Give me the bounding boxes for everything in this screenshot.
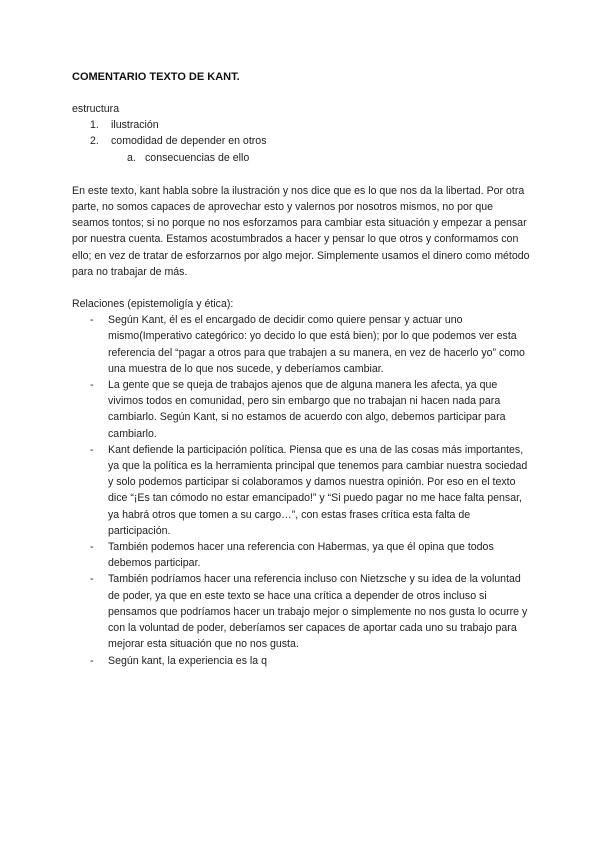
structure-subitem — [72, 150, 532, 166]
structure-item-number: 2. — [90, 135, 99, 148]
dash-bullet: - — [90, 573, 94, 586]
relation-text: La gente que se queja de trabajos ajenos que de alguna manera les afecta, ya que vivimos todos en comunidad, pero sin embargo que no trabajan ni hacen nada para cambiarlo. Según Kant, si no estamos de acuerdo con algo, debemos participar para cambiarlo. — [108, 379, 506, 440]
structure-sublist — [72, 150, 532, 166]
structure-heading: estructura — [72, 103, 120, 115]
document-page — [72, 70, 532, 669]
structure-item-text: comodidad de depender en otros — [111, 135, 267, 148]
relation-item — [72, 539, 532, 571]
relations-list — [72, 312, 532, 668]
relation-text: Kant defiende la participación política. Piensa que es una de las cosas más importantes, ya que la política es la herramienta principal que tenemos para cambiar nuestra sociedad y solo podemos participar si colaboramos y damos nuestra opinión. Por eso en el texto dice “¡Es tan cómodo no estar emancipado!” y “Si puedo pagar no me hace falta pensar, ya habrá otros que tomen a su cargo…”, con estas frases crítica esta falta de participación. — [108, 443, 528, 537]
dash-bullet: - — [90, 314, 94, 327]
structure-item-text: ilustración — [111, 119, 159, 132]
structure-subitem-text: consecuencias de ello — [145, 151, 250, 164]
relations-heading: Relaciones (epistemoligía y ética): — [72, 298, 234, 311]
structure-subitem-letter: a. — [127, 151, 136, 164]
relation-item — [72, 571, 532, 652]
relation-item — [72, 653, 532, 669]
dash-bullet: - — [90, 379, 94, 392]
structure-item-number: 1. — [90, 119, 99, 132]
relation-item — [72, 377, 532, 442]
relation-item — [72, 442, 532, 539]
dash-bullet: - — [90, 443, 94, 456]
relation-item — [72, 312, 532, 377]
structure-list — [72, 117, 532, 149]
summary-paragraph: En este texto, kant habla sobre la ilustración y nos dice que es lo que nos da la libertad. Por otra parte, no somos capaces de aprovechar esto y valernos por nosotros mismos, no por que seamos tontos; si no porque no nos esforzamos para cambiar esta situación y empezar a pensar por nuestra cuenta. Estamos acostumbrados a hacer y pensar lo que otros y conformamos con ello; en vez de tratar de esforzarnos por algo mejor. Simplemente usamos el dinero como método para no trabajar de más. — [72, 184, 530, 278]
structure-item — [72, 133, 532, 149]
dash-bullet: - — [90, 541, 94, 554]
dash-bullet: - — [90, 654, 94, 667]
relation-text: También podemos hacer una referencia con Habermas, ya que él opina que todos debemos participar. — [108, 541, 494, 570]
relation-text: También podríamos hacer una referencia incluso con Nietzsche y su idea de la voluntad de poder, ya que en este texto se hace una crítica a depender de otros incluso si pensamos que podríamos hacer un trabajo mejor o simplemente no nos gusta lo ocurre y con la voluntad de poder, deberíamos ser capaces de aportar cada uno su trabajo para mejorar esta situación que no nos gusta. — [108, 573, 528, 651]
document-title: COMENTARIO TEXTO DE KANT. — [72, 71, 240, 83]
relation-text: Según kant, la experiencia es la q — [108, 654, 268, 667]
structure-item — [72, 117, 532, 133]
relation-text: Según Kant, él es el encargado de decidir como quiere pensar y actuar uno mismo(Imperativo categórico: yo decido lo que está bien); por lo que podemos ver esta referencia del “pagar a otros para que trabajen a su manera, en vez de hacerlo yo” como una muestra de lo que nos sucede, y deberíamos cambiar. — [108, 314, 525, 375]
